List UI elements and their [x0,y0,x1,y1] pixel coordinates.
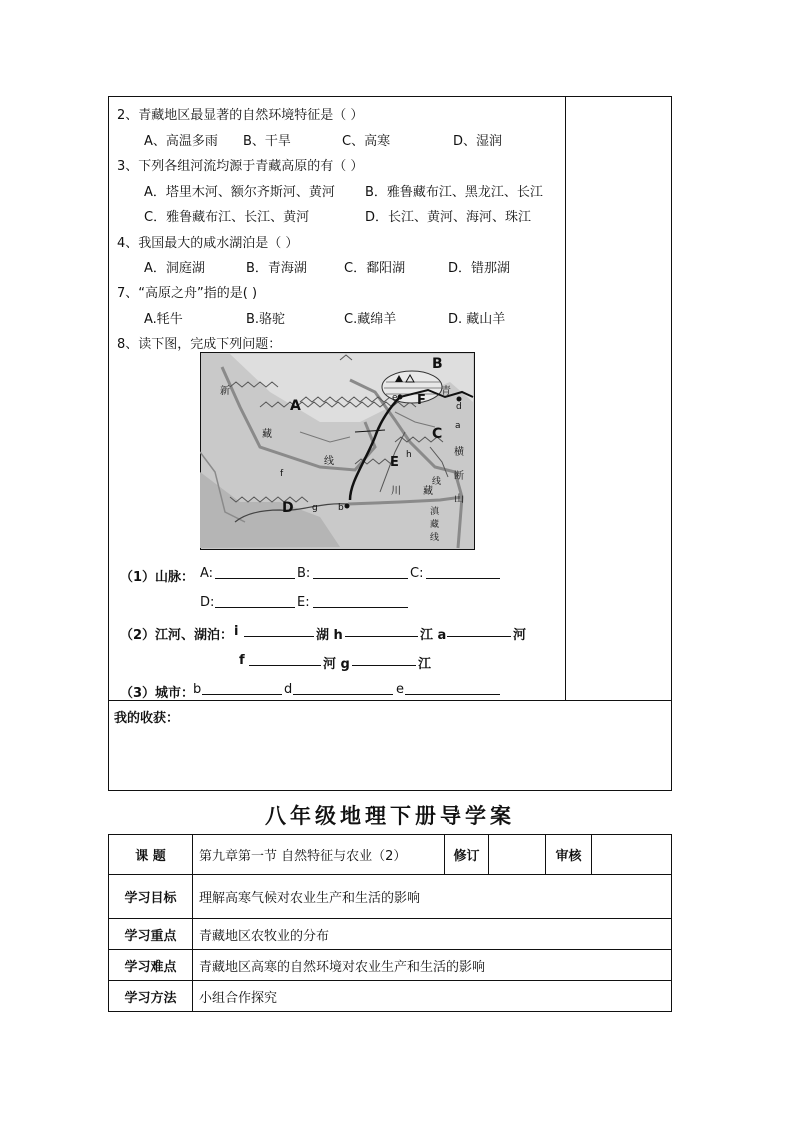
map-label-D: D [282,500,294,516]
table-row [109,981,672,1012]
map-label-d: d [456,402,462,412]
map-label-zang3: 藏 [430,520,440,530]
map-label-F: F [417,393,426,408]
answer-blank[interactable] [244,624,314,637]
option: D. 藏山羊 [448,312,506,327]
topic-value: 第九章第一节 自然特征与农业（2） [193,835,445,875]
fill-label-mountains: （1）山脉： [120,570,195,585]
map-label-h: h [406,450,412,460]
answer-blank[interactable] [293,682,393,695]
fill-item: E: [297,595,310,610]
map-label-xian: 线 [324,456,334,467]
table-row [109,875,672,919]
map-label-a: a [455,421,461,431]
review-value[interactable] [592,835,672,875]
difficulty-label: 学习难点 [109,950,193,981]
answer-blank[interactable] [313,595,408,608]
option: A.牦牛 [144,312,183,327]
map-label-chuan: 川 [391,486,401,497]
option: C、高寒 [342,134,391,149]
revise-value[interactable] [489,835,546,875]
option: D、湿润 [453,134,503,149]
option: B．青海湖 [246,261,307,276]
table-row [109,950,672,981]
option: A．塔里木河、额尔齐斯河、黄河 [144,185,335,200]
review-label: 审核 [546,835,592,875]
document-title: 八年级地理下册导学案 [265,803,515,828]
option: A．洞庭湖 [144,261,205,276]
option: D．长江、黄河、海河、珠江 [365,210,532,225]
map-label-shan: 山 [454,494,464,505]
answer-blank[interactable] [352,653,416,666]
map-label-zang2: 藏 [423,486,433,497]
option: D．错那湖 [448,261,511,276]
question-7: 7、“高原之舟”指的是( ) [117,286,258,301]
map-label-b: b [338,503,344,513]
fill-item: f [239,653,245,668]
map-label-g: g [312,503,318,513]
fill-item: 湖 h [316,628,343,643]
option: B、干旱 [243,134,291,149]
fill-item: C: [410,566,424,581]
question-4: 4、我国最大的咸水湖泊是（ ） [117,236,299,251]
fill-item: 河 [513,628,527,643]
map-label-E: E [390,455,399,470]
map-label-B: B [432,356,443,372]
method-value: 小组合作探究 [193,981,672,1012]
fill-item: e [396,682,404,697]
map-label-qing: 青 [441,386,451,397]
key-value: 青藏地区农牧业的分布 [193,919,672,950]
fill-item: B: [297,566,311,581]
answer-blank[interactable] [426,566,500,579]
option: C．鄱阳湖 [344,261,406,276]
map-label-xian2: 线 [432,477,442,487]
answer-blank[interactable] [313,566,408,579]
map-label-duan: 断 [454,471,464,482]
answer-blank[interactable] [345,624,418,637]
answer-blank[interactable] [202,682,282,695]
option: C.藏绵羊 [344,312,397,327]
answer-blank[interactable] [215,595,295,608]
table-row [109,919,672,950]
map-label-dian: 滇 [430,507,440,517]
fill-item: D: [200,595,215,610]
option: B.骆驼 [246,312,286,327]
fill-item: 江 a [420,628,447,643]
fill-item: d [284,682,293,697]
map-label-C: C [432,426,443,442]
info-table [108,834,672,1012]
map-label-xin: 新 [220,386,230,397]
question-3: 3、下列各组河流均源于青藏高原的有（ ） [117,159,364,174]
fill-item: i [234,624,239,639]
revise-label: 修订 [445,835,489,875]
map-label-xian3: 线 [430,533,440,543]
map-label-f: f [280,469,284,479]
fill-label-rivers: （2）江河、湖泊： [120,628,234,643]
question-8: 8、读下图，完成下列问题： [117,337,282,352]
option: C．雅鲁藏布江、长江、黄河 [144,210,310,225]
map-label-A: A [290,398,301,414]
question-2: 2、青藏地区最显著的自然环境特征是（ ） [117,108,364,123]
option: B．雅鲁藏布江、黑龙江、长江 [365,185,543,200]
fill-label-cities: （3）城市： [120,686,195,701]
answer-blank[interactable] [405,682,500,695]
answer-blank[interactable] [447,624,511,637]
table-divider [565,96,566,700]
table-row [109,835,672,875]
key-label: 学习重点 [109,919,193,950]
topic-label: 课 题 [109,835,193,875]
harvest-label: 我的收获： [114,711,180,726]
fill-item: b [193,682,202,697]
qinghai-tibet-map [200,352,475,550]
fill-item: A: [200,566,214,581]
map-label-heng: 横 [454,447,464,458]
answer-blank[interactable] [215,566,295,579]
map-label-e: e [392,393,398,403]
goal-value: 理解高寒气候对农业生产和生活的影响 [193,875,672,919]
answer-blank[interactable] [249,653,321,666]
method-label: 学习方法 [109,981,193,1012]
option: A、高温多雨 [144,134,218,149]
fill-item: 江 [418,657,432,672]
goal-label: 学习目标 [109,875,193,919]
difficulty-value: 青藏地区高寒的自然环境对农业生产和生活的影响 [193,950,672,981]
map-label-zang: 藏 [262,429,272,440]
fill-item: 河 g [323,657,350,672]
